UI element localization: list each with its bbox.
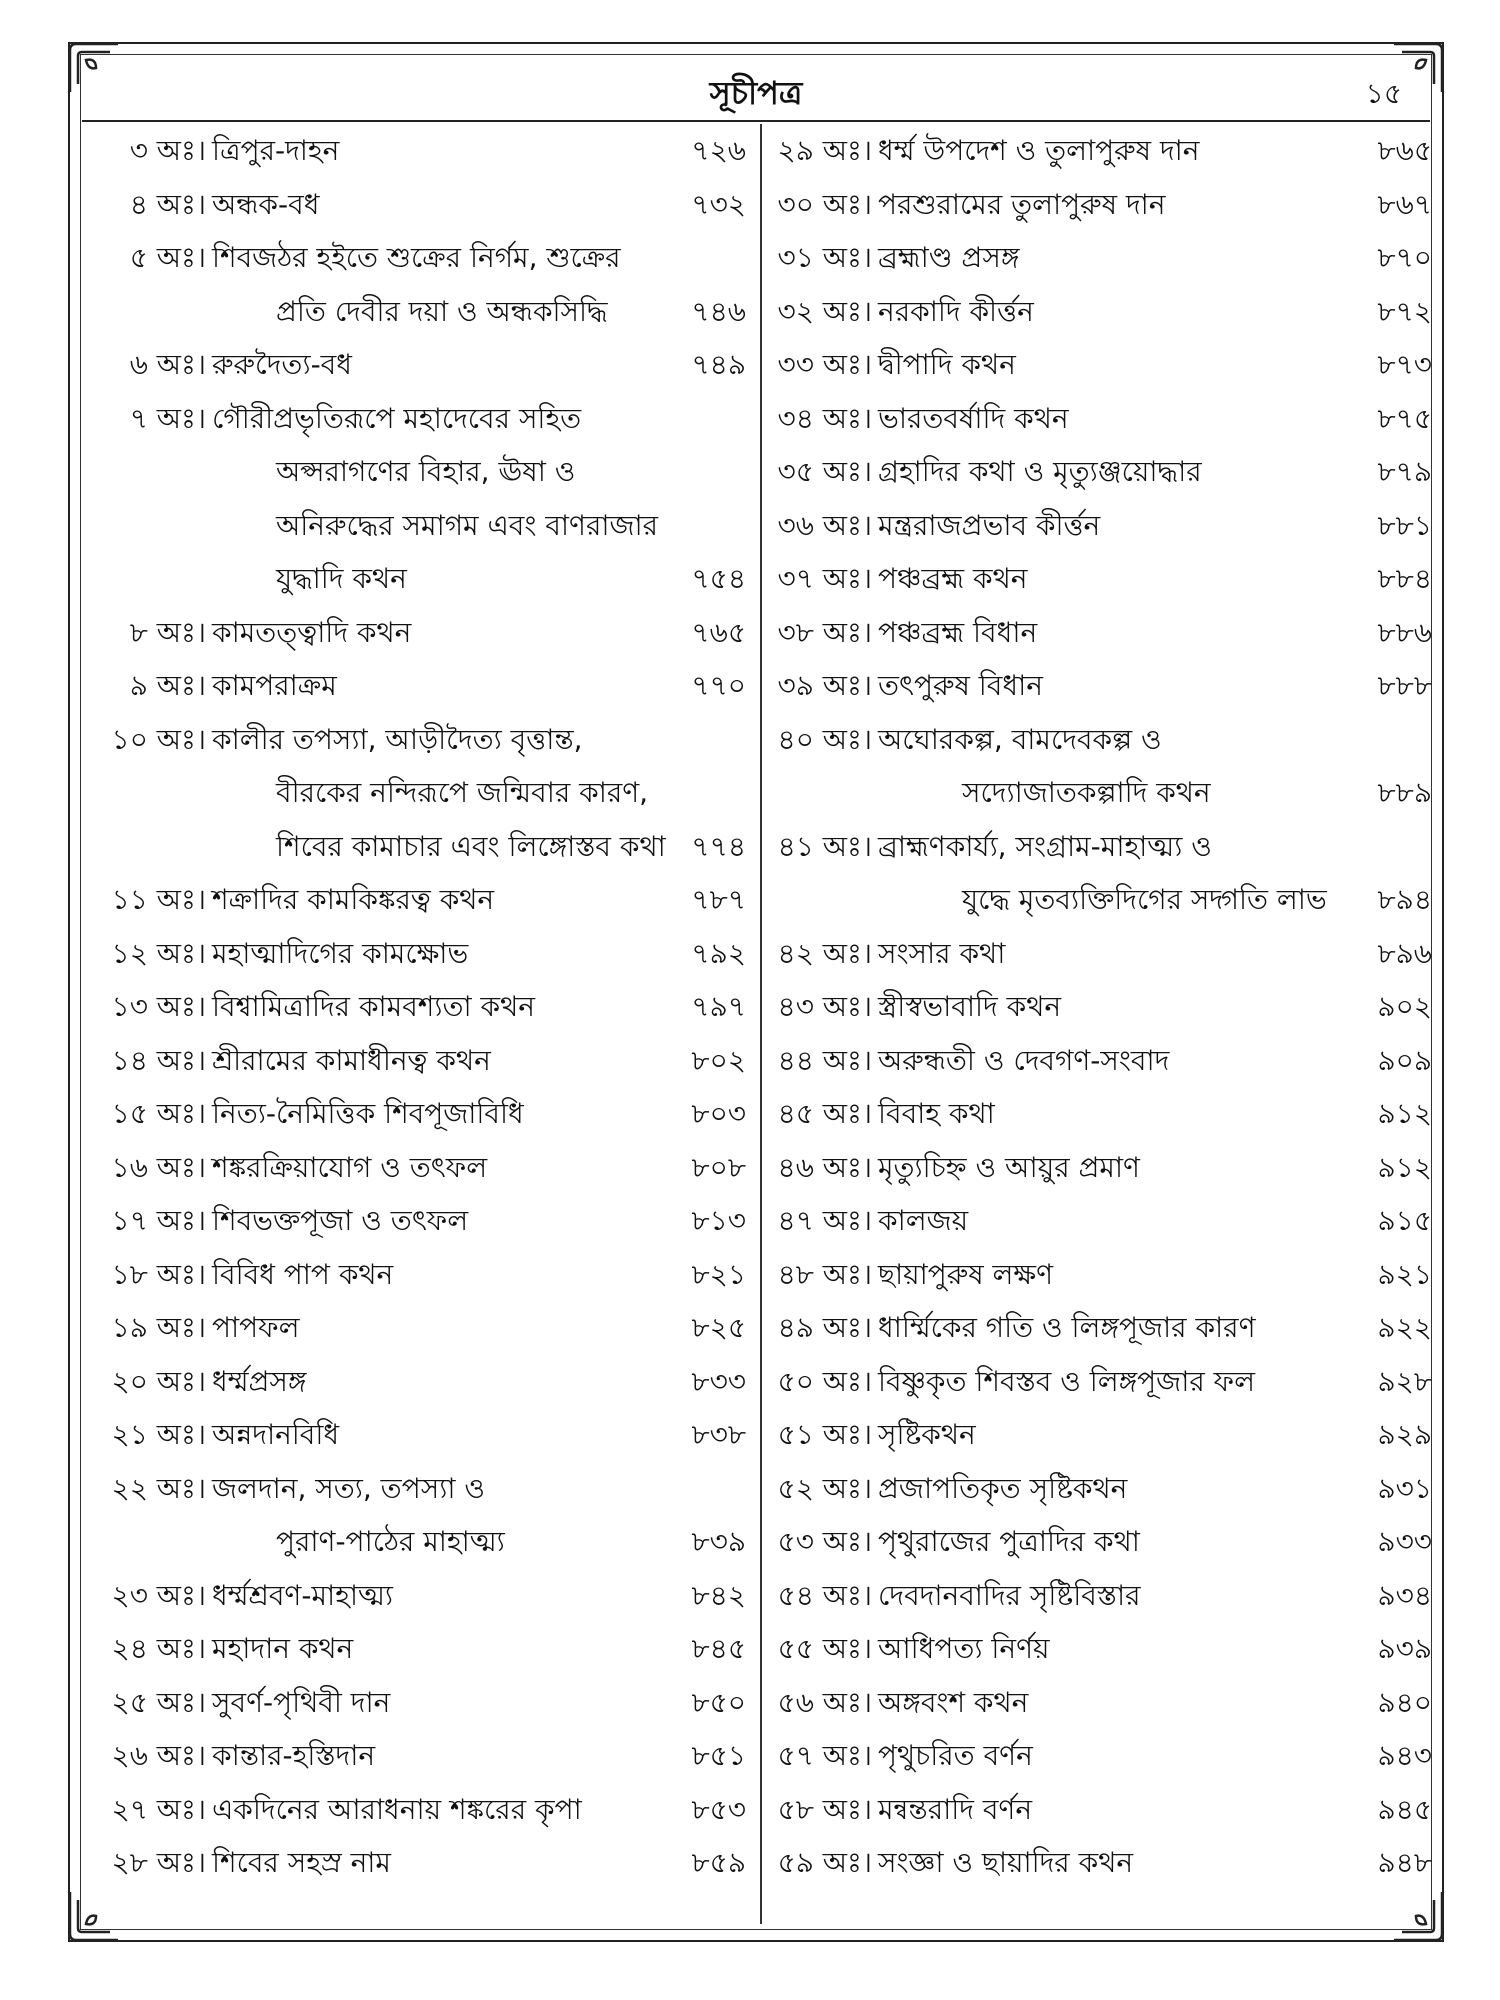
page-ref: ৭৪৬ xyxy=(691,294,746,328)
chapter-number: ৫২ অঃ। xyxy=(777,1471,872,1505)
toc-entry-line xyxy=(96,873,746,927)
chapter-title: ব্রাহ্মণকার্য্য, সংগ্রাম-মাহাত্ম্য ও xyxy=(878,829,1212,863)
chapter-title: অনিরুদ্ধের সমাগম এবং বাণরাজার xyxy=(276,508,659,542)
chapter-title: শিবভক্তপূজা ও তৎফল xyxy=(212,1204,469,1237)
page-ref: ৯৪৮ xyxy=(1377,1846,1432,1879)
toc-entry-line xyxy=(772,1248,1432,1302)
page-ref: ৮৭৫ xyxy=(1377,401,1432,435)
chapter-title: বীরকের নন্দিরূপে জন্মিবার কারণ, xyxy=(276,776,649,809)
chapter-title: কামপরাক্রম xyxy=(212,669,337,702)
toc-entry-line xyxy=(772,1515,1432,1569)
page-ref: ৯৩৪ xyxy=(1377,1578,1432,1612)
page-ref: ৮৭২ xyxy=(1377,294,1432,328)
chapter-number: ৫৮ অঃ। xyxy=(777,1792,872,1826)
chapter-number: ৩৫ অঃ। xyxy=(777,455,872,488)
page-ref: ৭৬৫ xyxy=(691,615,746,649)
chapter-title: মহাদান কথন xyxy=(212,1632,354,1665)
chapter-number: ৪০ অঃ। xyxy=(777,722,872,756)
chapter-number: ২৫ অঃ। xyxy=(111,1685,206,1719)
page-ref: ৯৪৫ xyxy=(1377,1792,1432,1826)
chapter-number: ৫১ অঃ। xyxy=(777,1418,872,1451)
chapter-title: বিবাহ কথা xyxy=(878,1097,995,1130)
chapter-title: ত্রিপুর-দাহন xyxy=(212,134,340,167)
toc-entry-line xyxy=(772,873,1432,927)
page-ref: ৮৫৯ xyxy=(691,1846,746,1879)
chapter-title: একদিনের আরাধনায় শঙ্করের কৃপা xyxy=(212,1792,582,1826)
chapter-title: গ্রহাদির কথা ও মৃত্যুঞ্জয়োদ্ধার xyxy=(878,455,1202,488)
chapter-title: অপ্সরাগণের বিহার, ঊষা ও xyxy=(276,455,576,488)
chapter-title: ব্রহ্মাণ্ড প্রসঙ্গ xyxy=(878,241,1020,274)
chapter-title: শঙ্করক্রিয়াযোগ ও তৎফল xyxy=(212,1150,488,1184)
page-ref: ৭৫৪ xyxy=(691,562,746,595)
chapter-number: ২৬ অঃ। xyxy=(111,1739,206,1772)
toc-entry-line xyxy=(96,499,746,553)
chapter-title: অরুন্ধতী ও দেবগণ-সংবাদ xyxy=(878,1043,1170,1077)
chapter-title: পৃথুচরিত বর্ণন xyxy=(878,1739,1033,1772)
page-ref: ৮০৮ xyxy=(691,1150,746,1184)
chapter-title: প্রতি দেবীর দয়া ও অন্ধকসিদ্ধি xyxy=(276,294,608,328)
page-ref: ৯৩৯ xyxy=(1377,1632,1432,1665)
chapter-number: ১১ অঃ। xyxy=(111,883,206,916)
toc-entry-line xyxy=(96,1194,746,1248)
toc-entry-line xyxy=(772,766,1432,820)
toc-entry-line xyxy=(772,1408,1432,1462)
chapter-title: পুরাণ-পাঠের মাহাত্ম্য xyxy=(276,1525,505,1558)
page-ref: ৮৫০ xyxy=(691,1685,746,1719)
chapter-number: ৩০ অঃ। xyxy=(777,187,872,221)
chapter-title: অন্নদানবিধি xyxy=(212,1418,340,1451)
page-ref: ৯২২ xyxy=(1377,1311,1432,1344)
toc-entry-line xyxy=(772,1034,1432,1088)
toc-entry-line xyxy=(96,1087,746,1141)
chapter-title: অঘোরকল্প, বামদেবকল্প ও xyxy=(878,722,1162,756)
chapter-number: ৪৯ অঃ। xyxy=(777,1311,872,1344)
chapter-number: ২৯ অঃ। xyxy=(777,134,872,167)
toc-entry-line xyxy=(96,1783,746,1837)
chapter-number: ৩৯ অঃ। xyxy=(777,669,872,702)
toc-entry-line xyxy=(96,445,746,499)
chapter-number: ৩১ অঃ। xyxy=(777,241,872,274)
toc-entry-line xyxy=(96,178,746,232)
chapter-title: শিবজঠর হইতে শুক্রের নির্গম, শুক্রের xyxy=(212,241,621,274)
toc-entry-line xyxy=(772,178,1432,232)
toc-entry-line xyxy=(96,124,746,178)
chapter-number: ২৭ অঃ। xyxy=(111,1792,206,1826)
page-ref: ৮৬৫ xyxy=(1377,134,1432,167)
chapter-number: ১৩ অঃ। xyxy=(111,990,206,1023)
page-header xyxy=(82,58,1430,122)
page-ref: ৮৭০ xyxy=(1377,241,1432,274)
chapter-title: বিবিধ পাপ কথন xyxy=(212,1257,394,1291)
page-ref: ৭৯৭ xyxy=(691,990,746,1023)
chapter-number: ১০ অঃ। xyxy=(111,722,206,756)
toc-entry-line xyxy=(96,392,746,446)
page-ref: ৭৩২ xyxy=(691,187,746,221)
chapter-number: ৫৪ অঃ। xyxy=(777,1578,872,1612)
chapter-number: ৩৬ অঃ। xyxy=(777,508,872,542)
chapter-title: মৃত্যুচিহ্ন ও আয়ুর প্রমাণ xyxy=(878,1150,1140,1184)
toc-entry-line xyxy=(772,1836,1432,1890)
chapter-number: ১৫ অঃ। xyxy=(111,1097,206,1130)
chapter-title: দ্বীপাদি কথন xyxy=(878,348,1016,381)
page-ref: ৯১২ xyxy=(1377,1150,1432,1184)
chapter-number: ১৭ অঃ। xyxy=(111,1204,206,1237)
chapter-number: ৩৪ অঃ। xyxy=(777,401,872,435)
chapter-title: শিবের কামাচার এবং লিঙ্গোস্তব কথা xyxy=(276,829,666,863)
toc-entry-line xyxy=(96,820,746,874)
page-ref: ৭৯২ xyxy=(691,936,746,970)
chapter-number: ৪২ অঃ। xyxy=(777,936,872,970)
chapter-title: মহাত্মাদিগের কামক্ষোভ xyxy=(212,936,469,970)
chapter-number: ২১ অঃ। xyxy=(111,1418,206,1451)
chapter-number: ৫৩ অঃ। xyxy=(777,1525,872,1558)
toc-entry-line xyxy=(772,338,1432,392)
chapter-number: ২৪ অঃ। xyxy=(111,1632,206,1665)
page-ref: ৮৮৮ xyxy=(1377,669,1432,702)
chapter-number: ১৯ অঃ। xyxy=(111,1311,206,1344)
toc-entry-line xyxy=(772,606,1432,660)
toc-entry-line xyxy=(772,1676,1432,1730)
toc-entry-line xyxy=(96,606,746,660)
toc-entry-line xyxy=(96,338,746,392)
chapter-number: ৫৫ অঃ। xyxy=(777,1632,872,1665)
chapter-title: মন্বন্তরাদি বর্ণন xyxy=(878,1792,1033,1826)
chapter-number: ৪১ অঃ। xyxy=(777,829,872,863)
chapter-number: ৫৭ অঃ। xyxy=(777,1739,872,1772)
chapter-title: সংসার কথা xyxy=(878,936,1006,970)
chapter-title: ছায়াপুরুষ লক্ষণ xyxy=(878,1257,1054,1291)
chapter-number: ৪৮ অঃ। xyxy=(777,1257,872,1291)
chapter-title: রুরুদৈত্য-বধ xyxy=(212,348,352,381)
chapter-title: আধিপত্য নির্ণয় xyxy=(878,1632,1050,1665)
chapter-title: ভারতবর্ষাদি কথন xyxy=(878,401,1069,435)
toc-entry-line xyxy=(772,445,1432,499)
toc-entry-line xyxy=(772,980,1432,1034)
chapter-number: ৯ অঃ। xyxy=(129,669,206,702)
page-ref: ৮৪২ xyxy=(691,1578,746,1612)
page-ref: ৯১৫ xyxy=(1377,1204,1432,1237)
chapter-title: সংজ্ঞা ও ছায়াদির কথন xyxy=(878,1846,1134,1879)
page-ref: ৮৫৩ xyxy=(691,1792,746,1826)
toc-entry-line xyxy=(772,552,1432,606)
toc-entry-line xyxy=(772,1194,1432,1248)
chapter-title: বিশ্বামিত্রাদির কামবশ্যতা কথন xyxy=(212,990,535,1023)
chapter-number: ৪৪ অঃ। xyxy=(777,1043,872,1077)
chapter-title: পঞ্চব্রহ্ম বিধান xyxy=(878,615,1038,649)
toc-entry-line xyxy=(96,285,746,339)
toc-entry-line xyxy=(96,552,746,606)
chapter-number: ৫ অঃ। xyxy=(129,241,206,274)
page-ref: ৯২১ xyxy=(1377,1257,1432,1291)
chapter-title: অন্ধক-বধ xyxy=(212,187,320,221)
page-ref: ৯৩৩ xyxy=(1377,1525,1432,1558)
chapter-number: ৩৩ অঃ। xyxy=(777,348,872,381)
page-ref: ৮৭৯ xyxy=(1377,455,1432,488)
chapter-title: সুবর্ণ-পৃথিবী দান xyxy=(212,1685,391,1719)
chapter-title: গৌরীপ্রভৃতিরূপে মহাদেবের সহিত xyxy=(212,401,582,435)
chapter-number: ২৩ অঃ। xyxy=(111,1578,206,1612)
chapter-title: প্রজাপতিকৃত সৃষ্টিকথন xyxy=(878,1471,1128,1505)
chapter-number: ৩২ অঃ। xyxy=(777,294,872,328)
page-ref: ৯১২ xyxy=(1377,1097,1432,1130)
toc-entry-line xyxy=(772,1141,1432,1195)
chapter-title: বিষ্ণুকৃত শিবস্তব ও লিঙ্গপূজার ফল xyxy=(878,1364,1255,1398)
toc-entry-line xyxy=(96,927,746,981)
toc-entry-line xyxy=(772,285,1432,339)
page-ref: ৮৭৩ xyxy=(1377,348,1432,381)
toc-entry-line xyxy=(96,659,746,713)
toc-entry-line xyxy=(96,1569,746,1623)
chapter-title: কামতত্ত্বাদি কথন xyxy=(212,615,412,649)
page-ref: ৭৭০ xyxy=(691,669,746,702)
toc-entry-line xyxy=(96,1034,746,1088)
toc-entry-line xyxy=(96,980,746,1034)
toc-entry-line xyxy=(772,1462,1432,1516)
toc-entry-line xyxy=(96,1248,746,1302)
toc-entry-line xyxy=(772,499,1432,553)
page-ref: ৯২৯ xyxy=(1377,1418,1432,1451)
toc-entry-line xyxy=(96,1676,746,1730)
page-ref: ৭২৬ xyxy=(691,134,746,167)
chapter-title: পরশুরামের তুলাপুরুষ দান xyxy=(878,187,1166,221)
chapter-number: ৮ অঃ। xyxy=(129,615,206,649)
page-ref: ৯০২ xyxy=(1377,990,1432,1023)
toc-entry-line xyxy=(772,927,1432,981)
toc-entry-line xyxy=(96,1301,746,1355)
toc-entry-line xyxy=(772,713,1432,767)
toc-entry-line xyxy=(96,1462,746,1516)
page-ref: ৯২৮ xyxy=(1377,1364,1432,1398)
chapter-title: অঙ্গবংশ কথন xyxy=(878,1685,1029,1719)
chapter-title: সৃষ্টিকথন xyxy=(878,1418,976,1451)
toc-entry-line xyxy=(772,1355,1432,1409)
page-ref: ৮১৩ xyxy=(691,1204,746,1237)
chapter-number: ১৮ অঃ। xyxy=(111,1257,206,1291)
toc-entry-line xyxy=(772,1783,1432,1837)
page-number: ১৫ xyxy=(1365,77,1402,110)
page-ref: ৮৮৬ xyxy=(1377,615,1432,649)
page-ref: ৮৮৪ xyxy=(1377,562,1432,595)
page-ref: ৮৩৩ xyxy=(691,1364,746,1398)
page-ref: ৯৪৩ xyxy=(1377,1739,1432,1772)
toc-entry-line xyxy=(96,766,746,820)
toc-entry-line xyxy=(772,1622,1432,1676)
chapter-title: তৎপুরুষ বিধান xyxy=(878,669,1043,702)
chapter-title: মন্ত্ররাজপ্রভাব কীর্ত্তন xyxy=(878,508,1101,542)
toc-entry-line xyxy=(96,1729,746,1783)
toc-entry-line xyxy=(772,231,1432,285)
chapter-title: স্ত্রীস্বভাবাদি কথন xyxy=(878,990,1062,1023)
chapter-title: নিত্য-নৈমিত্তিক শিবপূজাবিধি xyxy=(212,1097,524,1130)
chapter-title: ধর্ম্মশ্রবণ-মাহাত্ম্য xyxy=(212,1578,394,1612)
page-ref: ৮০২ xyxy=(691,1043,746,1077)
page-ref: ৯৪০ xyxy=(1377,1685,1432,1719)
chapter-number: ৪ অঃ। xyxy=(129,187,206,221)
chapter-title: ধর্ম্ম উপদেশ ও তুলাপুরুষ দান xyxy=(878,134,1200,167)
page-ref: ৮২১ xyxy=(691,1257,746,1291)
chapter-title: কালজয় xyxy=(878,1204,969,1237)
chapter-number: ৩৭ অঃ। xyxy=(777,562,872,595)
toc-entry-line xyxy=(96,713,746,767)
chapter-title: পৃথুরাজের পুত্রাদির কথা xyxy=(878,1525,1140,1558)
chapter-number: ২২ অঃ। xyxy=(111,1471,206,1505)
chapter-number: ৫০ অঃ। xyxy=(777,1364,872,1398)
toc-entry-line xyxy=(772,124,1432,178)
chapter-title: যুদ্ধে মৃতব্যক্তিদিগের সদ্গতি লাভ xyxy=(962,883,1327,916)
page-title: সূচীপত্র xyxy=(709,74,803,112)
chapter-number: ১৪ অঃ। xyxy=(111,1043,206,1077)
toc-entry-line xyxy=(96,1355,746,1409)
chapter-number: ৬ অঃ। xyxy=(129,348,206,381)
toc-right-column xyxy=(772,124,1432,1924)
chapter-title: সদ্যোজাতকল্পাদি কথন xyxy=(962,776,1211,809)
page-ref: ৮২৫ xyxy=(691,1311,746,1344)
chapter-title: দেবদানবাদির সৃষ্টিবিস্তার xyxy=(878,1578,1141,1612)
column-divider xyxy=(760,124,762,1924)
page-ref: ৮৮১ xyxy=(1377,508,1432,542)
page-ref: ৮৪৫ xyxy=(691,1632,746,1665)
page-ref: ৭৮৭ xyxy=(691,883,746,916)
chapter-number: ১২ অঃ। xyxy=(111,936,206,970)
toc-entry-line xyxy=(772,820,1432,874)
chapter-number: ৪৩ অঃ। xyxy=(777,990,872,1023)
page-ref: ৮৩৮ xyxy=(691,1418,746,1451)
chapter-number: ১৬ অঃ। xyxy=(111,1150,206,1184)
chapter-number: ৩৮ অঃ। xyxy=(777,615,872,649)
chapter-title: পাপফল xyxy=(212,1311,300,1344)
chapter-title: ধর্ম্মপ্রসঙ্গ xyxy=(212,1364,307,1398)
page-ref: ৮৯৬ xyxy=(1377,936,1432,970)
page-ref: ৮৬৭ xyxy=(1377,187,1432,221)
toc-entry-line xyxy=(96,1408,746,1462)
toc-entry-line xyxy=(96,1141,746,1195)
toc-entry-line xyxy=(772,1729,1432,1783)
chapter-title: জলদান, সত্য, তপস্যা ও xyxy=(212,1471,485,1505)
chapter-number: ৫৯ অঃ। xyxy=(777,1846,872,1879)
chapter-title: শ্রীরামের কামাধীনত্ব কথন xyxy=(212,1043,491,1077)
page-ref: ৯০৯ xyxy=(1377,1043,1432,1077)
page-ref: ৮৫১ xyxy=(691,1739,746,1772)
chapter-title: যুদ্ধাদি কথন xyxy=(276,562,407,595)
toc-entry-line xyxy=(96,1836,746,1890)
chapter-title: কালীর তপস্যা, আড়ীদৈত্য বৃত্তান্ত, xyxy=(212,722,583,756)
page-ref: ৮৩৯ xyxy=(691,1525,746,1558)
page-ref: ৭৭৪ xyxy=(691,829,746,863)
chapter-number: ৩ অঃ। xyxy=(129,134,206,167)
toc-entry-line xyxy=(772,392,1432,446)
page-ref: ৮৮৯ xyxy=(1377,776,1432,809)
toc-entry-line xyxy=(96,231,746,285)
chapter-number: ৪৫ অঃ। xyxy=(777,1097,872,1130)
toc-entry-line xyxy=(772,1569,1432,1623)
toc-entry-line xyxy=(772,659,1432,713)
page-ref: ৯৩১ xyxy=(1377,1471,1432,1505)
chapter-title: শক্রাদির কামকিঙ্করত্ব কথন xyxy=(212,883,495,916)
chapter-number: ৪৬ অঃ। xyxy=(777,1150,872,1184)
chapter-title: ধার্ম্মিকের গতি ও লিঙ্গপূজার কারণ xyxy=(878,1311,1256,1344)
toc-left-column xyxy=(96,124,746,1924)
chapter-title: পঞ্চব্রহ্ম কথন xyxy=(878,562,1028,595)
page-ref: ৮৯৪ xyxy=(1377,883,1432,916)
page-ref: ৮০৩ xyxy=(691,1097,746,1130)
chapter-title: কান্তার-হস্তিদান xyxy=(212,1739,376,1772)
toc-entry-line xyxy=(96,1515,746,1569)
chapter-title: নরকাদি কীর্ত্তন xyxy=(878,294,1034,328)
chapter-number: ২০ অঃ। xyxy=(111,1364,206,1398)
toc-entry-line xyxy=(772,1087,1432,1141)
toc-entry-line xyxy=(772,1301,1432,1355)
chapter-number: ৫৬ অঃ। xyxy=(777,1685,872,1719)
chapter-number: ৭ অঃ। xyxy=(129,401,206,435)
page-ref: ৭৪৯ xyxy=(691,348,746,381)
chapter-title: শিবের সহস্র নাম xyxy=(212,1846,391,1879)
toc-entry-line xyxy=(96,1622,746,1676)
chapter-number: ২৮ অঃ। xyxy=(111,1846,206,1879)
chapter-number: ৪৭ অঃ। xyxy=(777,1204,872,1237)
